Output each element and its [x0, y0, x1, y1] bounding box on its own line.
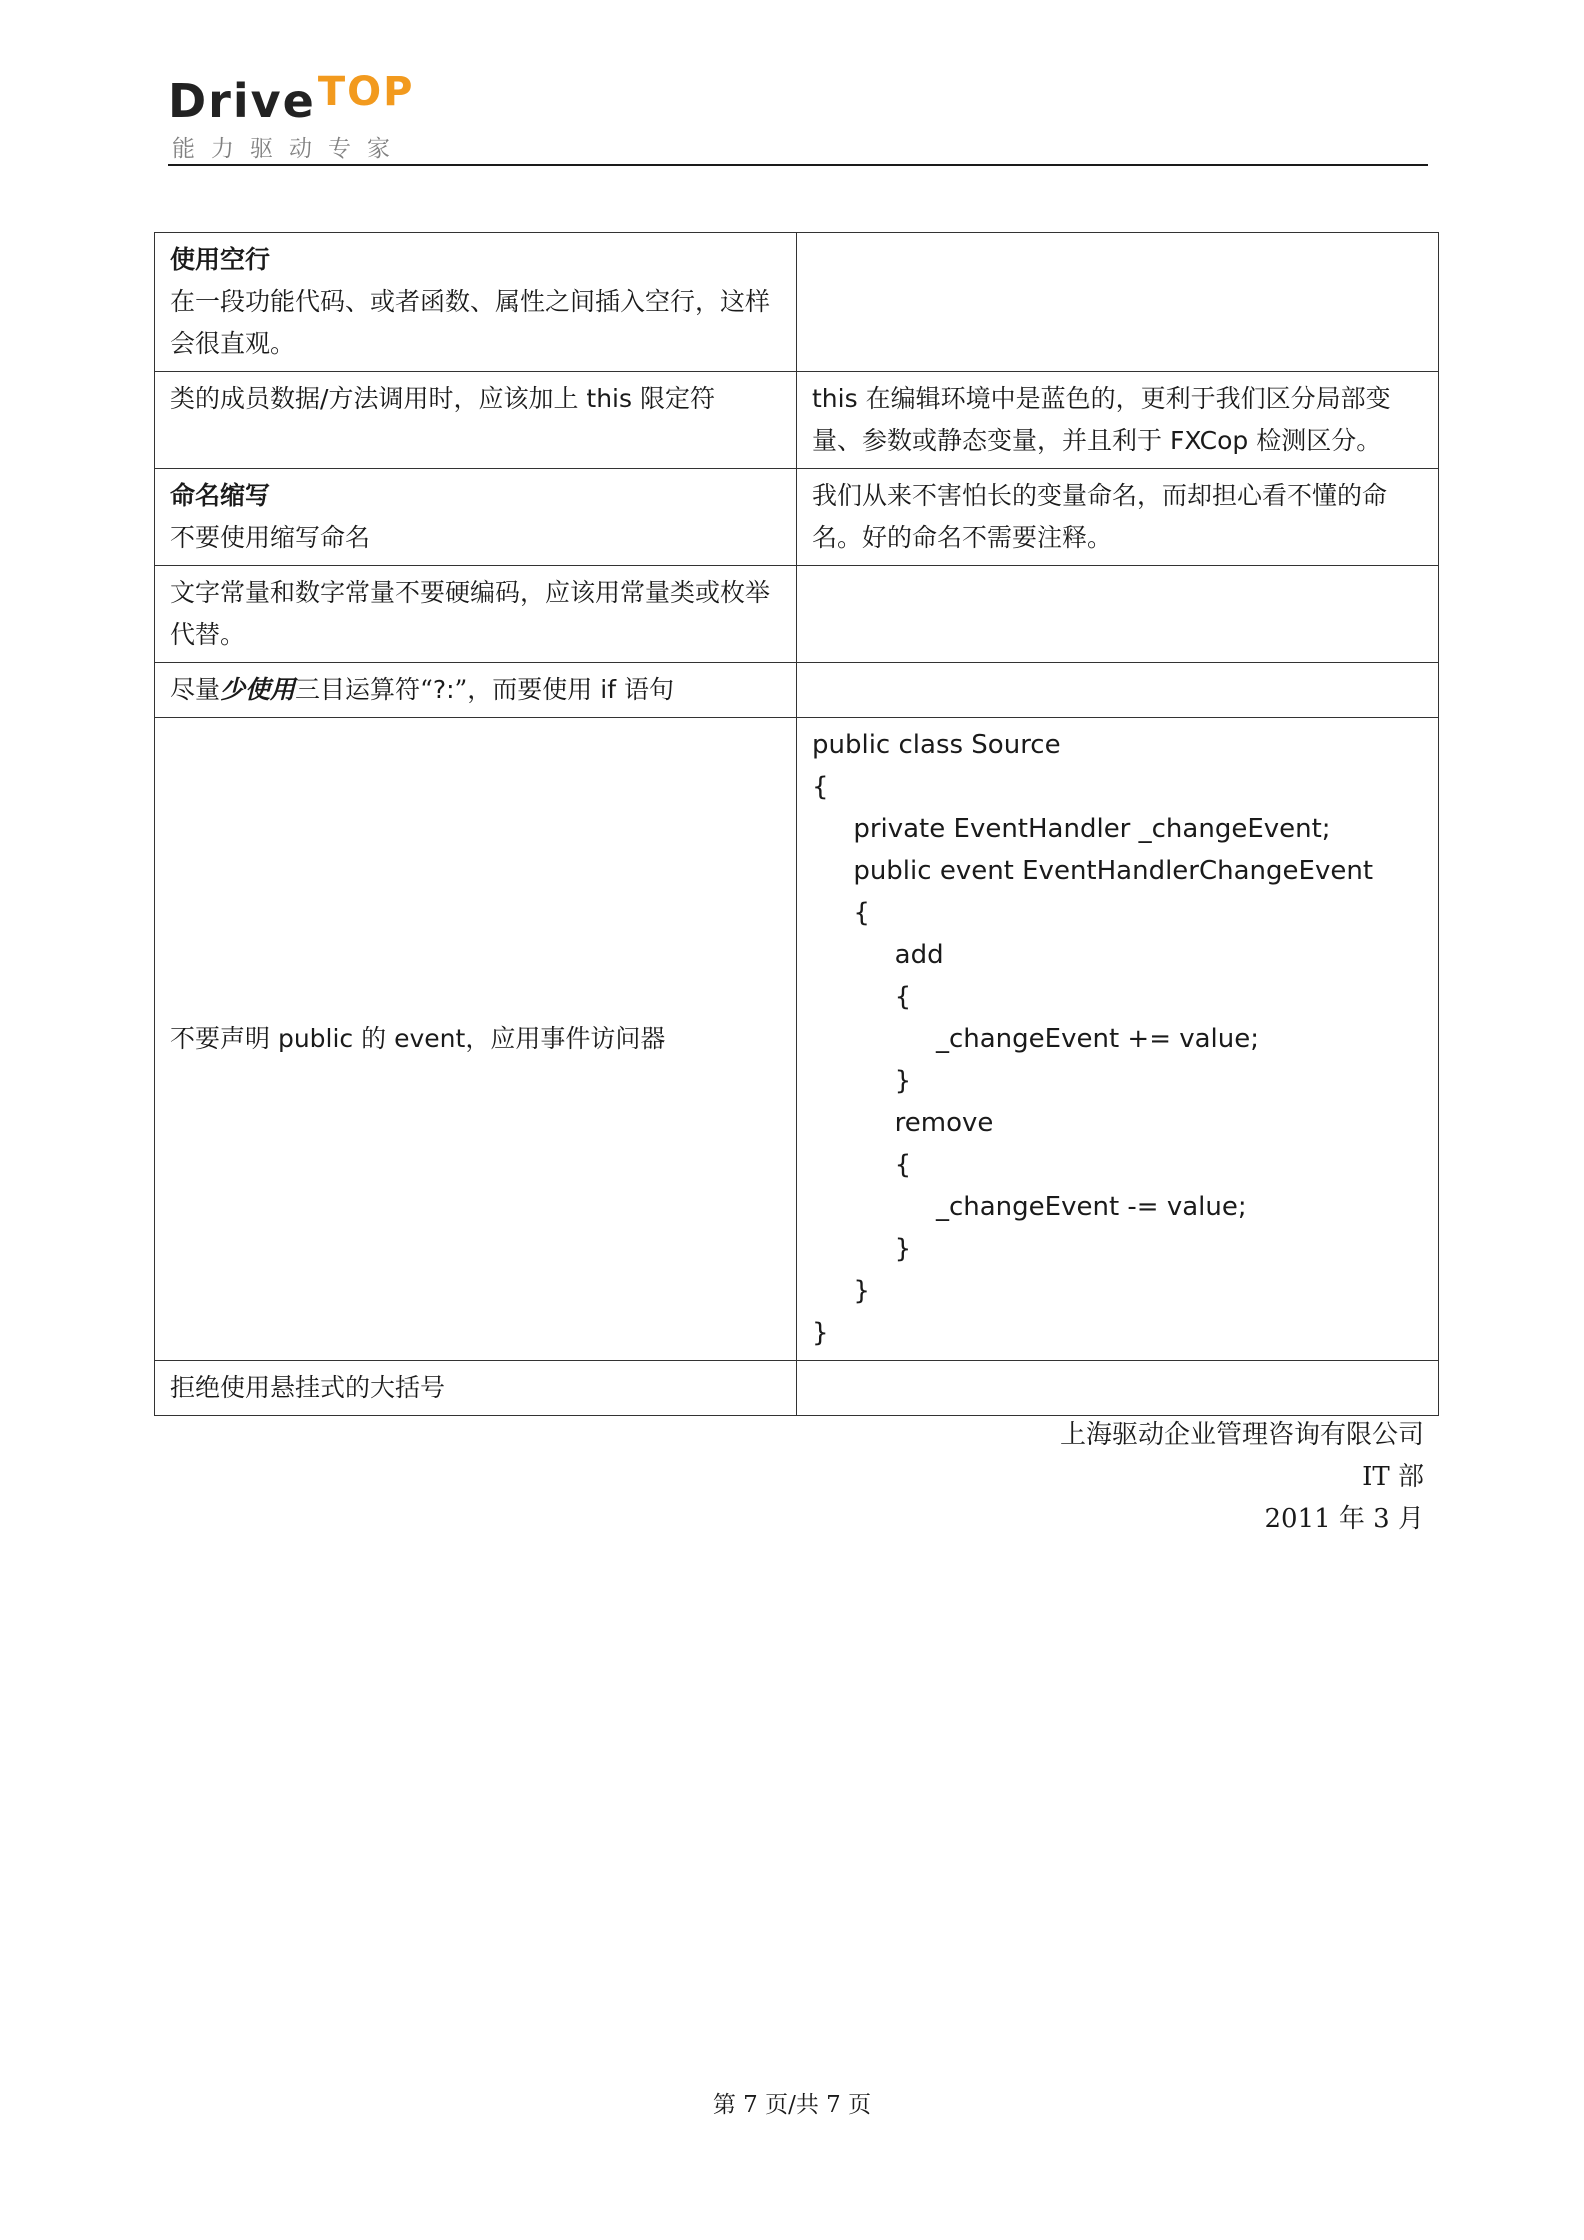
code-line: }: [812, 1276, 870, 1306]
rule-text: /: [320, 384, 329, 413]
table-row: [155, 469, 1439, 566]
rule-operator: ?:: [432, 675, 455, 704]
signature-company: 上海驱动企业管理咨询有限公司: [1059, 1420, 1424, 1450]
rule-title: 命名缩写: [170, 481, 271, 510]
code-line: {: [812, 982, 912, 1012]
table-row: [155, 566, 1439, 663]
code-line: {: [812, 898, 870, 928]
code-line: add: [812, 940, 944, 970]
rule-text: ”，而要使用: [454, 675, 601, 704]
rule-emphasis: 少使用: [220, 675, 296, 704]
code-line: {: [812, 1150, 912, 1180]
code-line: _changeEvent += value;: [812, 1024, 1260, 1054]
rule-text: 的: [353, 1024, 395, 1053]
rule-title: 使用空行: [170, 245, 271, 274]
rule-text: 文字常量和数字常量不要硬编码，应该用常量类或枚举代替。: [170, 578, 771, 649]
rule-text: 不要声明: [170, 1024, 278, 1053]
note-cell: [797, 469, 1439, 566]
note-cell: [797, 663, 1439, 718]
rule-text: 拒绝使用悬挂式的大括号: [170, 1373, 446, 1402]
code-line: }: [812, 1318, 829, 1348]
rule-cell: [155, 1361, 797, 1416]
logo-wordmark: [168, 69, 415, 128]
rule-keyword: public: [277, 1024, 354, 1053]
logo-brand-accent: TOP: [317, 69, 415, 115]
header-divider: [168, 164, 1428, 166]
code-line: }: [812, 1234, 912, 1264]
note-cell: [797, 233, 1439, 372]
code-line: }: [812, 1066, 912, 1096]
rule-text: 尽量: [170, 675, 221, 704]
code-line: _changeEvent -= value;: [812, 1192, 1247, 1222]
rule-text: 方法调用时，应该加上: [328, 384, 587, 413]
rule-keyword: this: [586, 384, 633, 413]
signature-department: IT 部: [1362, 1462, 1424, 1492]
code-line: private EventHandler _changeEvent;: [812, 814, 1331, 844]
signature-block: [1060, 1414, 1424, 1540]
rule-text: 不要使用缩写命名: [170, 523, 371, 552]
rule-text: 在一段功能代码、或者函数、属性之间插入空行，这样会很直观。: [170, 287, 771, 358]
rule-cell: [155, 469, 797, 566]
table-row: [155, 233, 1439, 372]
rule-keyword: if: [600, 675, 616, 704]
table-row: [155, 718, 1439, 1361]
rule-cell: [155, 233, 797, 372]
code-line: {: [812, 772, 829, 802]
note-cell: [797, 372, 1439, 469]
rule-text: 三目运算符“: [295, 675, 433, 704]
note-cell: [797, 1361, 1439, 1416]
note-text: 我们从来不害怕长的变量命名，而却担心看不懂的命名。好的命名不需要注释。: [812, 481, 1388, 552]
signature-date: 2011 年 3 月: [1264, 1504, 1424, 1534]
code-line: remove: [812, 1108, 994, 1138]
note-text: 检测区分。: [1248, 426, 1382, 455]
note-text: 在编辑环境中是蓝色的，更利于我们区分局部变量、参数或静态变量，并且利于: [812, 384, 1391, 455]
note-cell: [797, 718, 1439, 1361]
code-line: public event EventHandlerChangeEvent: [812, 856, 1374, 886]
rule-text: 类的成员数据: [170, 384, 321, 413]
rule-text: 语句: [616, 675, 674, 704]
logo-tagline: 能力驱动专家: [172, 136, 406, 162]
rule-text: ，应用事件访问器: [465, 1024, 666, 1053]
table-row: [155, 663, 1439, 718]
table-row: [155, 372, 1439, 469]
rule-cell: [155, 718, 797, 1361]
coding-standards-table: [154, 232, 1439, 1416]
logo-brand-main: Drive: [168, 74, 316, 128]
rule-cell: [155, 566, 797, 663]
table-row: [155, 1361, 1439, 1416]
rule-cell: [155, 372, 797, 469]
code-line: public class Source: [812, 730, 1061, 760]
note-keyword: FXCop: [1169, 426, 1249, 455]
company-logo: [168, 69, 428, 168]
rule-keyword: event: [394, 1024, 466, 1053]
note-cell: [797, 566, 1439, 663]
rule-text: 限定符: [632, 384, 715, 413]
note-keyword: this: [812, 384, 858, 413]
page-number: 第 7 页/共 7 页: [712, 2092, 872, 2118]
rule-cell: [155, 663, 797, 718]
